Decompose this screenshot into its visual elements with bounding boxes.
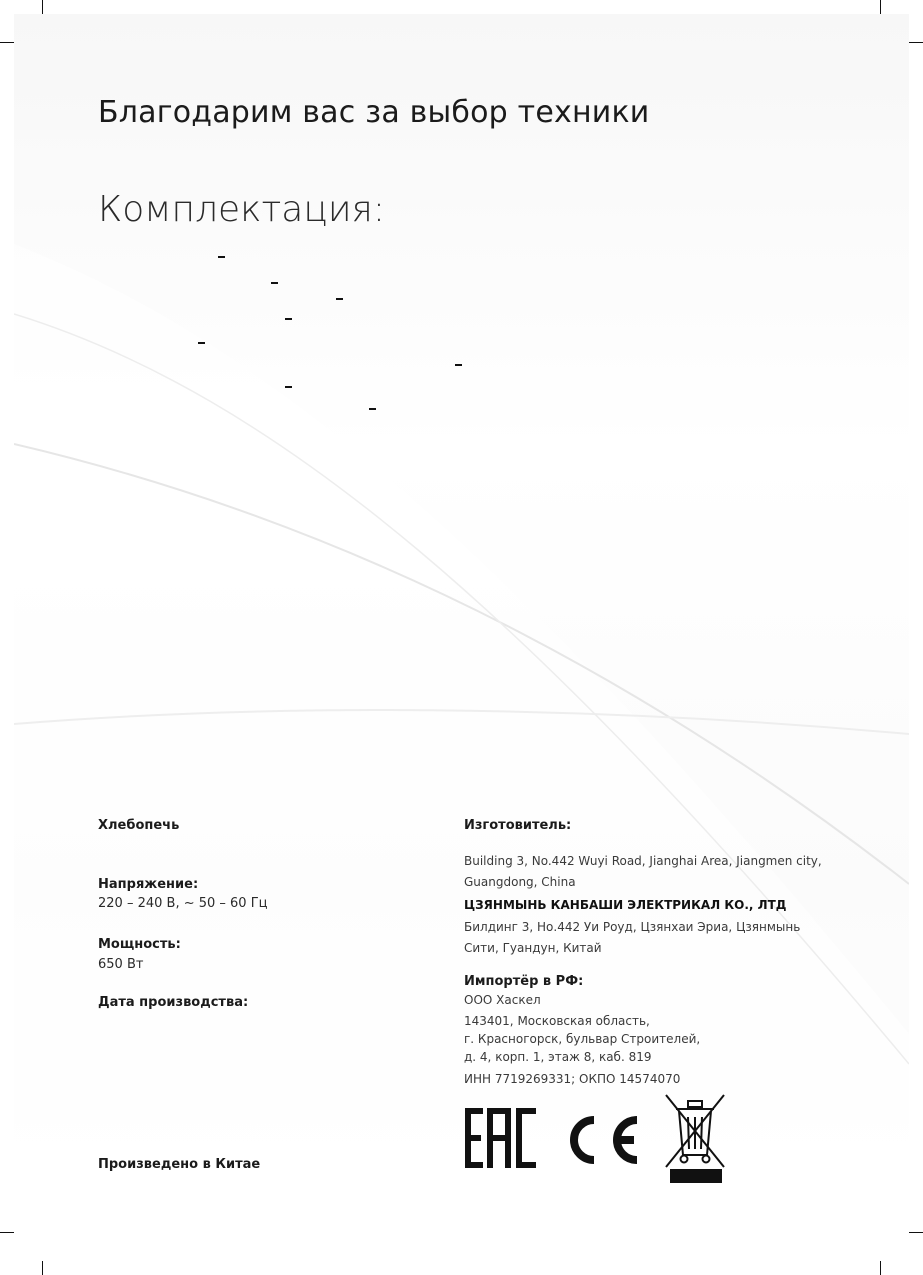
manufacturer-address-ru: Сити, Гуандун, Китай (464, 941, 602, 955)
importer-line: 143401, Московская область, (464, 1014, 650, 1028)
made-in-label: Произведено в Китае (98, 1157, 261, 1172)
manufacturer-address-ru: Билдинг 3, Но.442 Уи Роуд, Цзянхаи Эриа, Цзянмынь (464, 920, 801, 934)
manufacturer-address-en: Guangdong, China (464, 875, 576, 889)
importer-line: ИНН 7719269331; ОКПО 14574070 (464, 1072, 681, 1086)
importer-label: Импортёр в РФ: (464, 974, 584, 989)
contents-item-dash (218, 256, 225, 258)
contents-item-dash (455, 364, 462, 366)
contents-item-dash (369, 408, 376, 410)
eac-mark-icon (465, 1108, 538, 1168)
page-title: Благодарим вас за выбор техники (98, 95, 650, 130)
voltage-label: Напряжение: (98, 877, 199, 892)
weee-crossed-bin-icon (664, 1093, 726, 1185)
contents-item-dash (336, 298, 343, 300)
contents-item-dash (285, 386, 292, 388)
product-name: Хлебопечь (98, 818, 180, 833)
power-value: 650 Вт (98, 957, 144, 972)
power-label: Мощность: (98, 937, 181, 952)
ce-mark-icon (558, 1114, 642, 1166)
contents-item-dash (198, 342, 205, 344)
voltage-value: 220 – 240 В, ~ 50 – 60 Гц (98, 896, 268, 911)
contents-item-dash (285, 318, 292, 320)
production-date-label: Дата производства: (98, 995, 249, 1010)
manufacturer-address-en: Building 3, No.442 Wuyi Road, Jianghai Area, Jiangmen city, (464, 854, 822, 868)
importer-line: ООО Хаскел (464, 993, 541, 1007)
contents-heading: Комплектация: (98, 189, 385, 230)
manufacturer-name: ЦЗЯНМЫНЬ КАНБАШИ ЭЛЕКТРИКАЛ КО., ЛТД (464, 898, 787, 912)
importer-line: д. 4, корп. 1, этаж 8, каб. 819 (464, 1050, 652, 1064)
importer-line: г. Красногорск, бульвар Строителей, (464, 1032, 701, 1046)
manufacturer-label: Изготовитель: (464, 818, 572, 833)
contents-item-dash (271, 282, 278, 284)
